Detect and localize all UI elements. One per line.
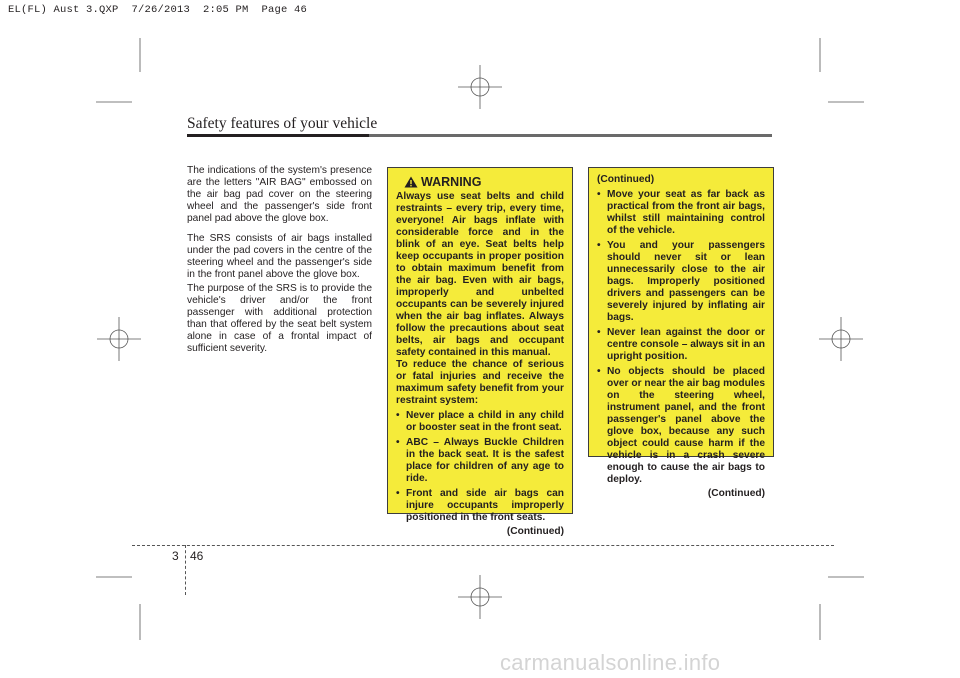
list-item: • Move your seat as far back as practical from the front air bags, whilst still maintaining control of the vehicle. <box>597 189 765 237</box>
warning-box <box>387 167 573 537</box>
body-paragraph: The SRS consists of air bags installed under the pad covers in the centre of the steering wheel and the passenger's side in the front panel above the glove box. <box>187 233 372 280</box>
list-item: • Never place a child in any child or booster seat in the front seat. <box>396 410 564 434</box>
warning-paragraph: To reduce the chance of serious or fatal injuries and receive the maximum safety benefit from your restraint system: <box>396 359 564 406</box>
footer-divider <box>185 545 186 595</box>
watermark: carmanualsonline.info <box>500 650 721 675</box>
body-text-column <box>187 165 372 363</box>
footer-rule <box>132 545 834 546</box>
page-number: 46 <box>190 549 204 563</box>
print-slug: EL(FL) Aust 3.QXP 7/26/2013 2:05 PM Page 46 <box>8 4 308 16</box>
header-rule <box>187 134 772 137</box>
list-item: • No objects should be placed over or near the air bag modules on the steering wheel, instrument panel, and the front passenger's panel above the glove box, because any such object could cause harm if the vehicle is in a crash severe enough to cause the air bags to deploy. <box>597 366 765 486</box>
body-paragraph: The purpose of the SRS is to provide the vehicle's driver and/or the front passenger with additional protection than that offered by the seat belt system alone in case of a frontal impact of sufficient severity. <box>187 283 372 354</box>
warning-triangle-icon <box>404 176 418 188</box>
warning-paragraph: Always use seat belts and child restraints – every trip, every time, everyone! Air bags inflate with considerable force and in the blink of an eye. Seat belts help keep occupants in proper position to obtain maximum benefit from the air bag. Even with air bags, improperly and unbelted occupants can be severely injured when the air bag inflates. Always follow the precautions about seat belts, air bags and occupant safety contained in this manual. <box>396 191 564 358</box>
continued-label: (Continued) <box>707 488 765 499</box>
body-paragraph: The indications of the system's presence are the letters "AIR BAG" embossed on the air bag pad cover on the steering wheel and the passenger's side front panel pad above the glove box. <box>187 165 372 224</box>
warning-title: WARNING <box>421 175 482 189</box>
warning-continued-box <box>588 167 774 499</box>
chapter-number: 3 <box>172 549 179 563</box>
registration-target-right <box>819 317 863 361</box>
warning-bullet-list <box>396 410 564 524</box>
registration-target-bottom <box>458 575 502 619</box>
warning-header <box>404 176 564 188</box>
section-title: Safety features of your vehicle <box>187 115 378 132</box>
list-item: • You and your passengers should never sit or lean unnecessarily close to the air bags. Improperly positioned drivers and passengers can be severely injured by inflating air bags. <box>597 240 765 324</box>
continued-label: (Continued) <box>506 526 564 537</box>
list-item: • ABC – Always Buckle Children in the back seat. It is the safest place for children of any age to ride. <box>396 437 564 485</box>
registration-target-top <box>458 65 502 109</box>
list-item: • Front and side air bags can injure occupants improperly positioned in the front seats. <box>396 488 564 524</box>
warning-bullet-list <box>597 189 765 486</box>
continued-heading: (Continued) <box>597 174 655 185</box>
list-item: • Never lean against the door or centre console – always sit in an upright position. <box>597 327 765 363</box>
registration-target-left <box>97 317 141 361</box>
